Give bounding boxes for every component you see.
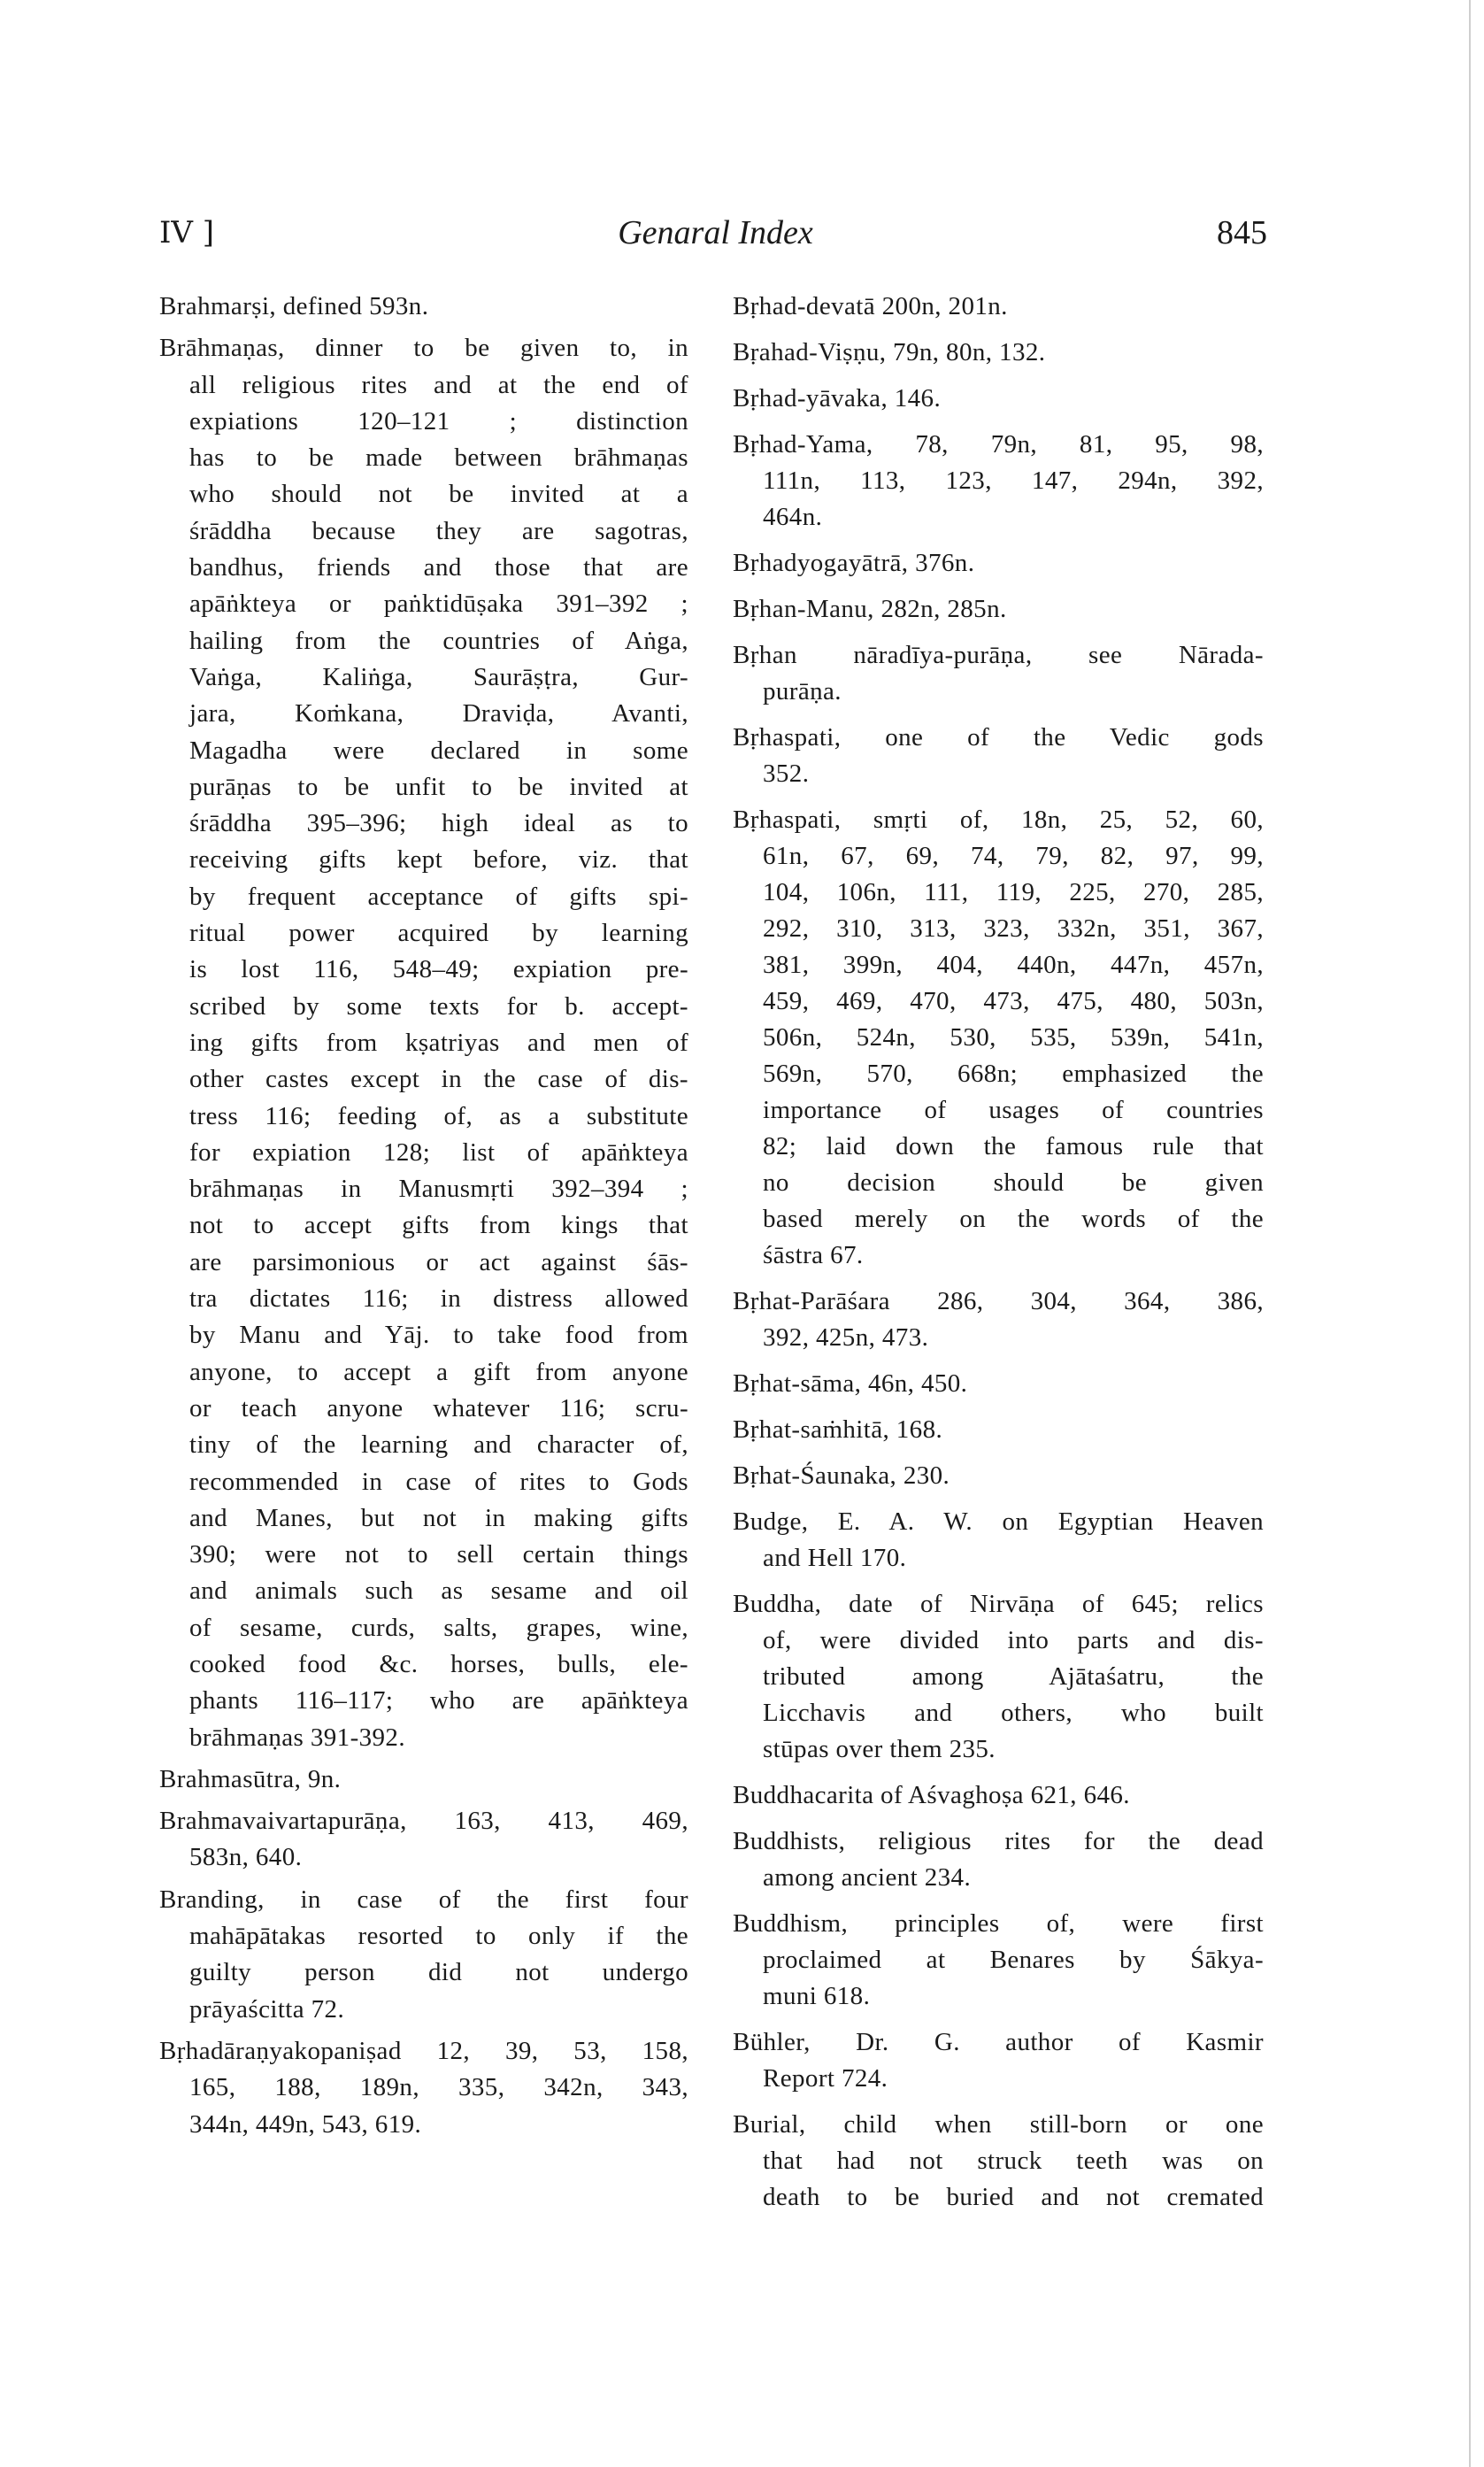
- index-entry-line: importance of usages of countries: [763, 1096, 1264, 1124]
- index-entry: [733, 289, 1264, 325]
- index-entry: [733, 720, 1264, 792]
- index-entry-line: proclaimed at Benares by Śākya-: [763, 1946, 1264, 1974]
- index-entry-line: śāstra 67.: [763, 1241, 864, 1269]
- index-entry-line: mahāpātakas resorted to only if the: [189, 1922, 688, 1951]
- index-entry-line: among ancient 234.: [763, 1863, 972, 1892]
- index-entry-line: stūpas over them 235.: [763, 1735, 996, 1763]
- index-entry: [733, 1458, 1264, 1494]
- index-column-right: [733, 289, 1264, 2225]
- index-entry-line: scribed by some texts for b. accept-: [189, 991, 688, 1021]
- index-entry-line: śrāddha 395–396; high ideal as to: [189, 809, 688, 838]
- index-entry-line: 459, 469, 470, 473, 475, 480, 503n,: [763, 987, 1264, 1015]
- index-entry-line: 165, 188, 189n, 335, 342n, 343,: [189, 2073, 688, 2102]
- index-entry-line: of, were divided into parts and dis-: [763, 1626, 1264, 1654]
- index-entry: [159, 1762, 688, 1798]
- index-entry-line: 344n, 449n, 543, 619.: [189, 2109, 422, 2139]
- index-entry-line: 506n, 524n, 530, 535, 539n, 541n,: [763, 1023, 1264, 1052]
- index-entry-line: hailing from the countries of Aṅga,: [189, 626, 688, 655]
- index-entry-heading-line: Bühler, Dr. G. author of Kasmir: [733, 2028, 1264, 2056]
- index-entry-heading-line: Bṛhadāraṇyakopaniṣad 12, 39, 53, 158,: [159, 2036, 688, 2065]
- index-entry-line: anyone, to accept a gift from anyone: [189, 1357, 688, 1386]
- index-entry-line: not to accept gifts from kings that: [189, 1211, 688, 1240]
- index-entry: [733, 335, 1264, 371]
- index-entry-line: of sesame, curds, salts, grapes, wine,: [189, 1613, 688, 1642]
- index-entry-heading-line: Burial, child when still-born or one: [733, 2110, 1264, 2139]
- index-entry-line: and Hell 170.: [763, 1544, 907, 1572]
- index-entry-line: jara, Koṁkana, Draviḍa, Avanti,: [189, 699, 688, 729]
- index-entry-line: Vaṅga, Kaliṅga, Saurāṣṭra, Gur-: [189, 662, 688, 691]
- index-entry-line: tiny of the learning and character of,: [189, 1430, 688, 1460]
- index-entry-heading-line: Bṛhad-devatā 200n, 201n.: [733, 292, 1008, 320]
- index-entry-line: guilty person did not undergo: [189, 1958, 688, 1987]
- index-entry-heading-line: Buddhacarita of Aśvaghoṣa 621, 646.: [733, 1781, 1130, 1809]
- index-entry-line: cooked food &c. horses, bulls, ele-: [189, 1649, 688, 1678]
- index-entry: [733, 2107, 1264, 2216]
- index-entry-line: receiving gifts kept before, viz. that: [189, 845, 688, 875]
- index-entry-heading-line: Branding, in case of the first four: [159, 1885, 688, 1914]
- index-entry-line: and animals such as sesame and oil: [189, 1577, 688, 1606]
- index-entry-line: 583n, 640.: [189, 1843, 303, 1872]
- index-entry-line: 392, 425n, 473.: [763, 1323, 929, 1352]
- index-entry: [733, 1504, 1264, 1577]
- index-entry: [733, 2024, 1264, 2097]
- index-entry-line: tress 116; feeding of, as a substitute: [189, 1101, 688, 1130]
- index-entry-line: Report 724.: [763, 2064, 888, 2093]
- index-entry-line: apāṅkteya or paṅktidūṣaka 391–392 ;: [189, 590, 688, 619]
- index-entry-heading-line: Buddhism, principles of, were first: [733, 1909, 1264, 1938]
- index-entry-line: Licchavis and others, who built: [763, 1699, 1264, 1727]
- index-entry-line: based merely on the words of the: [763, 1205, 1264, 1233]
- index-entry: [733, 427, 1264, 536]
- index-entry-line: brāhmaṇas 391-392.: [189, 1723, 405, 1752]
- index-entry-line: phants 116–117; who are apāṅkteya: [189, 1686, 688, 1715]
- index-entry-heading-line: Brahmarṣi, defined 593n.: [159, 292, 429, 320]
- index-entry-heading-line: Bṛhat-Śaunaka, 230.: [733, 1461, 950, 1490]
- index-entry-line: prāyaścitta 72.: [189, 1994, 345, 2024]
- index-entry-line: by Manu and Yāj. to take food from: [189, 1321, 688, 1350]
- index-entry-heading-line: Bṛhat-Parāśara 286, 304, 364, 386,: [733, 1287, 1264, 1315]
- index-entry-line: that had not struck teeth was on: [763, 2147, 1264, 2175]
- index-entry: [733, 545, 1264, 582]
- index-entry: [733, 1777, 1264, 1814]
- index-entry-heading-line: Bṛhad-Yama, 78, 79n, 81, 95, 98,: [733, 430, 1264, 459]
- index-entry: [733, 1906, 1264, 2015]
- index-entry-line: tra dictates 116; in distress allowed: [189, 1284, 688, 1314]
- index-entry: [733, 637, 1264, 710]
- index-entry-line: are parsimonious or act against śās-: [189, 1247, 688, 1276]
- index-entry-heading-line: Bṛhaspati, one of the Vedic gods: [733, 723, 1264, 752]
- index-entry-line: expiations 120–121 ; distinction: [189, 406, 688, 436]
- index-entry-heading-line: Brahmavaivartapurāṇa, 163, 413, 469,: [159, 1807, 688, 1836]
- index-entry-line: 390; were not to sell certain things: [189, 1540, 688, 1569]
- index-entry-line: no decision should be given: [763, 1168, 1264, 1197]
- index-entry-heading-line: Bṛhat-sāma, 46n, 450.: [733, 1369, 968, 1398]
- index-entry-line: śrāddha because they are sagotras,: [189, 516, 688, 545]
- index-entry-line: 381, 399n, 404, 440n, 447n, 457n,: [763, 951, 1264, 979]
- index-entry-line: and Manes, but not in making gifts: [189, 1503, 688, 1532]
- index-entry-line: ing gifts from kṣatriyas and men of: [189, 1028, 688, 1057]
- page-number: 845: [1217, 214, 1267, 251]
- index-entry-line: who should not be invited at a: [189, 480, 688, 509]
- index-entry-line: 111n, 113, 123, 147, 294n, 392,: [763, 466, 1264, 495]
- index-entry-line: 61n, 67, 69, 74, 79, 82, 97, 99,: [763, 842, 1264, 870]
- index-entry-heading-line: Brahmasūtra, 9n.: [159, 1764, 342, 1793]
- index-entry: [159, 1882, 688, 2028]
- index-entry-line: for expiation 128; list of apāṅkteya: [189, 1137, 688, 1167]
- index-entry-heading-line: Budge, E. A. W. on Egyptian Heaven: [733, 1507, 1264, 1536]
- index-entry-line: 569n, 570, 668n; emphasized the: [763, 1060, 1264, 1088]
- index-entry-heading-line: Buddhists, religious rites for the dead: [733, 1827, 1264, 1855]
- index-entry-heading-line: Buddha, date of Nirvāṇa of 645; relics: [733, 1590, 1264, 1618]
- index-column-left: [159, 289, 688, 2148]
- index-entry-heading-line: Bṛhadyogayātrā, 376n.: [733, 549, 975, 577]
- index-entry-line: 292, 310, 313, 323, 332n, 351, 367,: [763, 914, 1264, 943]
- index-entry: [733, 1823, 1264, 1896]
- index-entry: [733, 1284, 1264, 1356]
- index-entry: [733, 381, 1264, 417]
- index-entry-line: 352.: [763, 759, 810, 788]
- index-entry-line: 464n.: [763, 503, 823, 531]
- index-entry-heading-line: Bṛhat-saṁhitā, 168.: [733, 1415, 943, 1444]
- index-entry: [733, 802, 1264, 1274]
- index-entry-line: tributed among Ajātaśatru, the: [763, 1662, 1264, 1691]
- index-entry-heading-line: Bṛahad-Viṣṇu, 79n, 80n, 132.: [733, 338, 1046, 366]
- index-entry-heading-line: Bṛhan-Manu, 282n, 285n.: [733, 595, 1007, 623]
- index-entry-line: by frequent acceptance of gifts spi-: [189, 882, 688, 911]
- index-entry-line: 104, 106n, 111, 119, 225, 270, 285,: [763, 878, 1264, 906]
- index-entry-heading-line: Brāhmaṇas, dinner to be given to, in: [159, 334, 688, 363]
- index-entry: [159, 2033, 688, 2143]
- index-entry-line: all religious rites and at the end of: [189, 370, 688, 399]
- index-entry-line: has to be made between brāhmaṇas: [189, 443, 688, 473]
- index-entry: [733, 1366, 1264, 1402]
- index-entry-line: death to be buried and not cremated: [763, 2183, 1264, 2211]
- index-entry: [733, 1586, 1264, 1768]
- running-title-text: Genaral Index: [618, 214, 813, 251]
- index-entry-line: muni 618.: [763, 1982, 871, 2010]
- index-entry-heading-line: Bṛhan nāradīya-purāṇa, see Nārada-: [733, 641, 1264, 669]
- index-entry-line: Magadha were declared in some: [189, 736, 688, 765]
- index-entry-line: or teach anyone whatever 116; scru-: [189, 1393, 688, 1422]
- index-entry: [733, 1412, 1264, 1448]
- volume-marker: IV ]: [159, 215, 215, 251]
- index-entry-line: purāṇa.: [763, 677, 842, 705]
- scan-edge-line: [1469, 0, 1471, 2467]
- index-entry-line: recommended in case of rites to Gods: [189, 1467, 688, 1496]
- index-entry-line: 82; laid down the famous rule that: [763, 1132, 1264, 1160]
- index-entry-line: brāhmaṇas in Manusmṛti 392–394 ;: [189, 1175, 688, 1204]
- index-entry: [159, 330, 688, 1756]
- index-entry: [159, 1803, 688, 1877]
- index-entry-heading-line: Bṛhad-yāvaka, 146.: [733, 384, 942, 412]
- index-entry-line: purāṇas to be unfit to be invited at: [189, 772, 688, 801]
- index-entry-line: ritual power acquired by learning: [189, 919, 688, 948]
- index-entry-line: bandhus, friends and those that are: [189, 553, 688, 582]
- index-entry-heading-line: Bṛhaspati, smṛti of, 18n, 25, 52, 60,: [733, 806, 1264, 834]
- index-entry-line: is lost 116, 548–49; expiation pre-: [189, 955, 688, 984]
- index-entry: [733, 591, 1264, 628]
- index-entry-line: other castes except in the case of dis-: [189, 1065, 688, 1094]
- index-entry: [159, 289, 688, 325]
